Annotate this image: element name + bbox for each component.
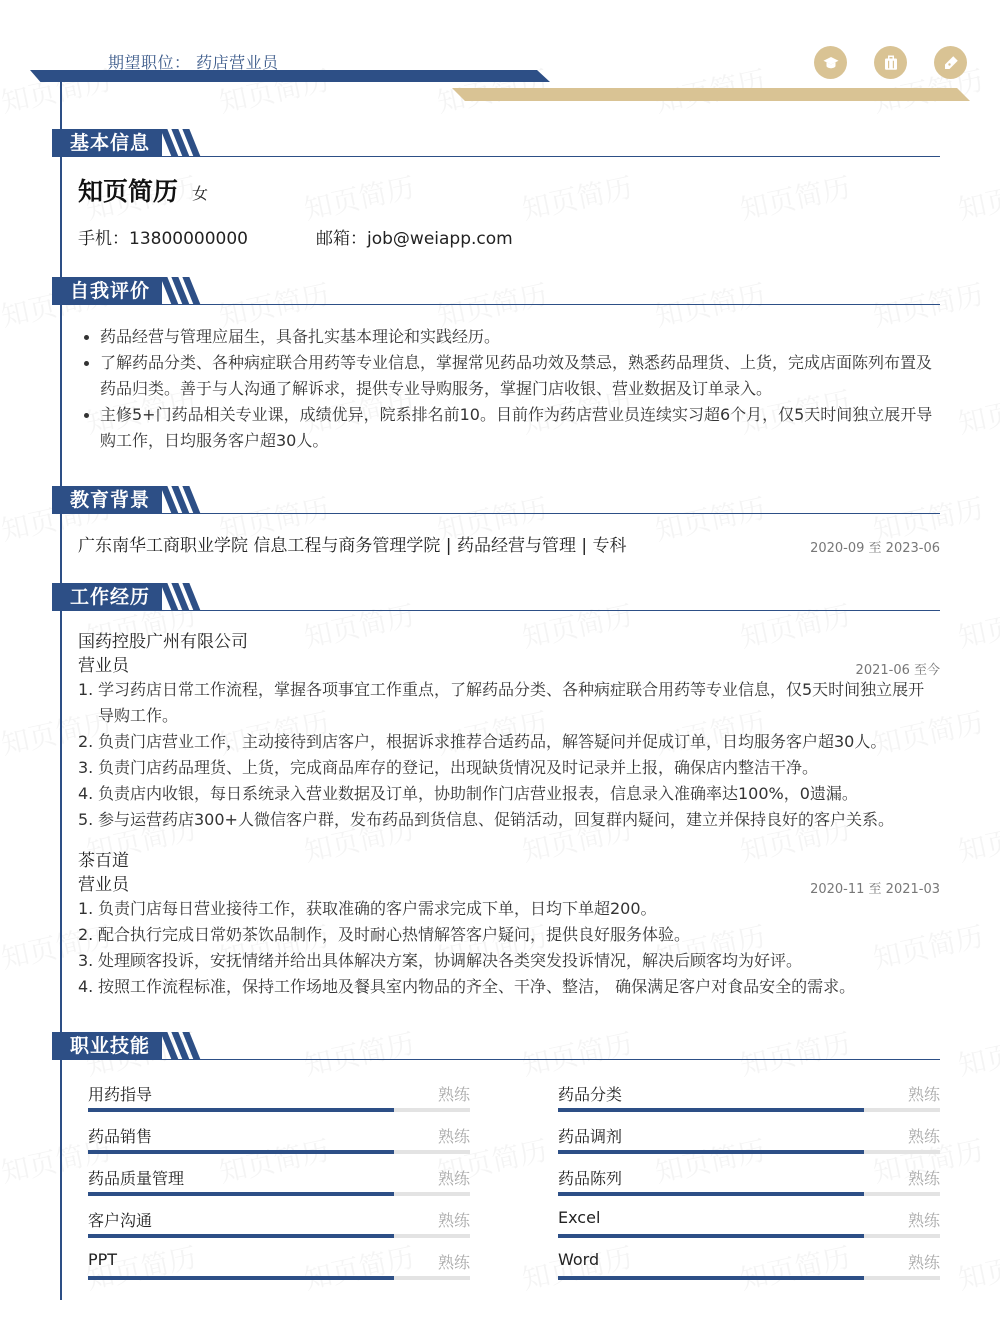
list-item: 1. 学习药店日常工作流程，掌握各项事宜工作重点，了解药品分类、各种病症联合用药等专业信息，仅5天时间独立展开导购工作。 xyxy=(78,680,925,725)
list-item: 4. 按照工作流程标准，保持工作场地及餐具室内物品的齐全、干净、整洁， 确保满足客户对食品安全的需求。 xyxy=(78,977,856,996)
skill-level: 熟练 xyxy=(907,1169,940,1188)
skill-item xyxy=(88,1204,470,1238)
skill-bar-track xyxy=(88,1192,470,1196)
list-item: 了解药品分类、各种病症联合用药等专业信息，掌握常见药品功效及禁忌，熟悉药品理货、上货，完成店面陈列布置及药品归类。善于与人沟通了解诉求，提供专业导购服务，掌握门店收银、营业数据及订单录入。 xyxy=(78,350,940,402)
watermark-text xyxy=(651,487,769,549)
education-date: 2020-09 至 2023-06 xyxy=(810,541,940,556)
skill-level: 熟练 xyxy=(437,1211,470,1230)
list-item: 2. 负责门店营业工作，主动接待到店客户，根据诉求推荐合适药品，解答疑问并促成订单，日均服务客户超30人。 xyxy=(78,732,887,751)
skill-bar-track xyxy=(558,1150,940,1154)
skill-bar-fill xyxy=(558,1192,864,1196)
section-title: 职业技能 xyxy=(52,1032,162,1060)
skill-level: 熟练 xyxy=(907,1211,940,1230)
watermark-text xyxy=(300,594,418,656)
skill-bar-fill xyxy=(558,1150,864,1154)
skill-bar-track xyxy=(88,1108,470,1112)
skill-bar-track xyxy=(88,1234,470,1238)
skill-bar-track xyxy=(558,1192,940,1196)
section-title: 工作经历 xyxy=(52,583,162,611)
skill-name: 客户沟通 xyxy=(88,1211,153,1230)
skill-item xyxy=(88,1162,470,1196)
list-item: 4. 负责店内收银，每日系统录入营业数据及订单，协助制作门店营业报表，信息录入准确率达100%，0遗漏。 xyxy=(78,784,858,803)
skill-name: Word xyxy=(558,1250,600,1269)
skill-name: PPT xyxy=(88,1250,118,1269)
watermark-text xyxy=(736,1022,854,1084)
skill-item xyxy=(558,1078,940,1112)
watermark-text xyxy=(954,808,1000,870)
job-duty-list xyxy=(78,896,940,1000)
skill-item xyxy=(558,1162,940,1196)
skill-name: 药品调剂 xyxy=(558,1127,623,1146)
job-duty-list xyxy=(78,677,940,833)
watermark-text xyxy=(954,1236,1000,1298)
skill-item xyxy=(88,1120,470,1154)
section-header-basic xyxy=(52,129,198,157)
watermark-text xyxy=(954,1022,1000,1084)
watermark-text xyxy=(736,166,854,228)
section-title: 基本信息 xyxy=(52,129,162,157)
watermark-text xyxy=(954,594,1000,656)
skill-item xyxy=(558,1204,940,1238)
job-date: 2021-06 至今 xyxy=(855,663,940,678)
section-header-self-eval xyxy=(52,277,198,305)
skill-level: 熟练 xyxy=(907,1085,940,1104)
skill-item xyxy=(558,1246,940,1280)
target-position-label: 期望职位： xyxy=(108,53,191,72)
self-eval-list xyxy=(78,324,940,454)
job-role: 营业员 xyxy=(78,656,129,676)
section-title: 教育背景 xyxy=(52,486,162,514)
skill-bar-fill xyxy=(88,1108,394,1112)
skill-bar-track xyxy=(558,1108,940,1112)
header-gold-bar xyxy=(452,88,970,101)
section-stripes xyxy=(162,277,198,305)
skill-level: 熟练 xyxy=(437,1253,470,1272)
person-gender: 女 xyxy=(192,184,209,203)
skill-name: 药品陈列 xyxy=(558,1169,623,1188)
skill-bar-fill xyxy=(558,1234,864,1238)
watermark-text xyxy=(736,594,854,656)
briefcase-icon xyxy=(874,46,907,79)
watermark-text xyxy=(300,166,418,228)
section-stripes xyxy=(162,1032,198,1060)
skill-item xyxy=(88,1078,470,1112)
pen-icon xyxy=(934,46,967,79)
watermark-text xyxy=(518,594,636,656)
section-title: 自我评价 xyxy=(52,277,162,305)
list-item: 3. 负责门店药品理货、上货，完成商品库存的登记，出现缺货情况及时记录并上报，确保店内整洁干净。 xyxy=(78,758,819,777)
skill-bar-track xyxy=(558,1276,940,1280)
graduation-cap-icon xyxy=(814,46,847,79)
watermark-text xyxy=(518,1022,636,1084)
watermark-text xyxy=(300,1022,418,1084)
skill-bar-fill xyxy=(88,1150,394,1154)
skill-level: 熟练 xyxy=(907,1127,940,1146)
skill-name: 药品分类 xyxy=(558,1085,623,1104)
list-item: 药品经营与管理应届生，具备扎实基本理论和实践经历。 xyxy=(78,324,940,350)
section-header-education xyxy=(52,486,198,514)
skill-name: 用药指导 xyxy=(88,1085,153,1104)
left-timeline-line xyxy=(60,82,62,1300)
list-item: 3. 处理顾客投诉，安抚情绪并给出具体解决方案，协调解决各类突发投诉情况，解决后顾客均为好评。 xyxy=(78,951,803,970)
company-name: 国药控股广州有限公司 xyxy=(78,632,248,652)
skill-name: 药品销售 xyxy=(88,1127,153,1146)
section-stripes xyxy=(162,583,198,611)
skill-bar-track xyxy=(88,1150,470,1154)
watermark-text xyxy=(0,59,115,121)
skill-bar-fill xyxy=(88,1276,394,1280)
target-position-value: 药店营业员 xyxy=(196,53,279,72)
skill-level: 熟练 xyxy=(437,1169,470,1188)
watermark-text xyxy=(954,166,1000,228)
education-entry: 广东南华工商职业学院 信息工程与商务管理学院 | 药品经营与管理 | 专科 xyxy=(78,536,627,556)
skill-level: 熟练 xyxy=(437,1127,470,1146)
skill-bar-fill xyxy=(558,1276,864,1280)
skill-bar-track xyxy=(88,1276,470,1280)
watermark-text xyxy=(954,380,1000,442)
list-item: 1. 负责门店每日营业接待工作，获取准确的客户需求完成下单，日均下单超200。 xyxy=(78,899,657,918)
list-item: 2. 配合执行完成日常奶茶饮品制作，及时耐心热情解答客户疑问，提供良好服务体验。 xyxy=(78,925,691,944)
section-header-work xyxy=(52,583,198,611)
skill-bar-fill xyxy=(88,1234,394,1238)
skill-item xyxy=(88,1246,470,1280)
person-name: 知页简历 xyxy=(78,177,179,206)
target-position xyxy=(108,50,279,73)
skill-bar-track xyxy=(558,1234,940,1238)
company-name: 茶百道 xyxy=(78,851,129,871)
phone-text: 手机：13800000000 xyxy=(78,229,248,249)
skill-name: 药品质量管理 xyxy=(88,1169,185,1188)
job-role: 营业员 xyxy=(78,875,129,895)
list-item: 5. 参与运营药店300+人微信客户群，发布药品到货信息、促销活动，回复群内疑问，建立并保持良好的客户关系。 xyxy=(78,810,894,829)
section-stripes xyxy=(162,129,198,157)
skill-bar-fill xyxy=(88,1192,394,1196)
section-stripes xyxy=(162,486,198,514)
skill-level: 熟练 xyxy=(907,1253,940,1272)
watermark-text xyxy=(518,166,636,228)
email-text: 邮箱：job@weiapp.com xyxy=(316,229,513,249)
job-date: 2020-11 至 2021-03 xyxy=(810,882,940,897)
skill-level: 熟练 xyxy=(437,1085,470,1104)
skill-name: Excel xyxy=(558,1208,601,1227)
skill-bar-fill xyxy=(558,1108,864,1112)
list-item: 主修5+门药品相关专业课，成绩优异，院系排名前10。目前作为药店营业员连续实习超6个月，仅5天时间独立展开导购工作，日均服务客户超30人。 xyxy=(78,402,940,454)
section-header-skills xyxy=(52,1032,198,1060)
skill-item xyxy=(558,1120,940,1154)
